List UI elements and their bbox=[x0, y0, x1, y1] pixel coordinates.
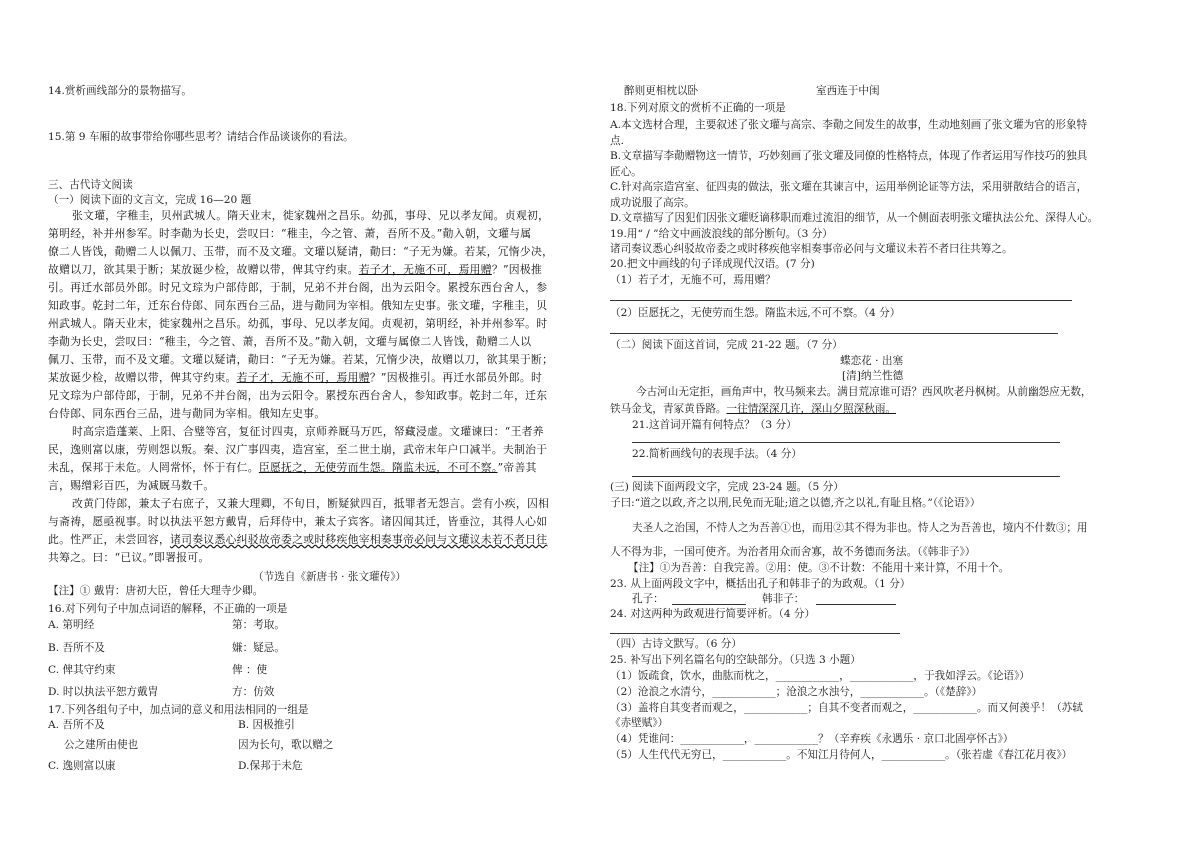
q17-row-2: 公之建所由使也 因为长句，歌以赠之 bbox=[64, 739, 334, 751]
subsection-2-heading: （二）阅读下面这首词，完成 21-22 题。（7 分） bbox=[610, 339, 843, 351]
q20-item-1: （1）若子才，无施不可，焉用赠？ bbox=[610, 274, 776, 286]
passage-line: 张文瓘，字稚圭，贝州武城人。隋天业末，徙家魏州之昌乐。幼孤，事母、兄以孝友闻。贞观初， bbox=[72, 209, 550, 222]
q18-line: 成功说服了高宗。 bbox=[610, 197, 695, 209]
passage-line: 未乱，保邦于未危。人罔常怀，怀于有仁。臣愿抚之，无使劳而生怨。隋监未远，不可不察。”帝善其 bbox=[48, 461, 537, 474]
passage-line: 李勣为长史，尝叹曰：“稚圭，今之管、萧，吾所不及。”勣入朝，文瓘与属僚二人皆饯，勣赠二人以 bbox=[48, 335, 532, 348]
subsection-4-heading: （四）古诗文默写。（6 分） bbox=[610, 638, 742, 650]
question-21: 21.这首词开篇有何特点？（3 分） bbox=[632, 419, 797, 431]
passage-line: 台侍郎、同东西台三品，进与勣同为宰相。俄知左史事。 bbox=[48, 407, 326, 420]
q18-line: C.针对高宗造宫室、征四夷的做法，张文瓘在其谏言中，运用举例论证等方法，采用骈散结合的语言， bbox=[610, 181, 1088, 193]
answer-line[interactable] bbox=[672, 604, 746, 605]
q20-item-2: （2）臣愿抚之，无使劳而生怨。隋监未远,不可不察。（4 分） bbox=[610, 307, 901, 319]
passage-line: 民，逸则富以康，劳则怨以叛。秦、汉广事四夷，造宫室，至二世土崩，武帝末年户口减半。夫制治于 bbox=[48, 443, 548, 456]
q23-confucius: 孔子： bbox=[632, 593, 664, 605]
hanfeizi-line: 人不得为非，一国可使齐。为治者用众而舍寡，故不务德而务法。（《韩非子》） bbox=[610, 546, 976, 558]
passage-line: 佩刀、玉带，而不及文瓘。文瓘以疑请，勣曰：“子无为嫌。若某，冗惰少决，故赠以刀，欲其果于断； bbox=[48, 353, 554, 366]
q16-option-b: B. 吾所不及 嫌：疑忌。 bbox=[48, 642, 285, 654]
hanfeizi-line: 夫圣人之治国，不恃人之为吾善①也，而用②其不得为非也。恃人之为吾善也，境内不什数③；用 bbox=[632, 522, 1088, 534]
passage-line: 僚二人皆饯，勣赠二人以佩刀、玉带，而不及文瓘。文瓘以疑请，勣曰：“子无为嫌。若某，冗惰少决， bbox=[48, 245, 554, 258]
passage-line: 言，赐缯彩百匹，为减厩马数千。 bbox=[48, 479, 215, 492]
section-3-heading: 三、古代诗文阅读 bbox=[48, 179, 133, 191]
poem-line: 铁马金戈，青冢黄昏路。一往情深深几许，深山夕照深秋雨。 bbox=[610, 403, 897, 415]
passage-line: 第明经，补并州参军。时李勣为长史，尝叹曰：“稚圭，今之管、萧，吾所不及。”勣入朝，文瓘与属 bbox=[48, 227, 532, 240]
underlined-sentence-1: 若子才，无施不可，焉用赠 bbox=[358, 263, 492, 276]
q18-line: A.本文选材合理，主要叙述了张文瓘与高宗、李勣之间发生的故事，生动地刻画了张文瓘为官的形象特 bbox=[610, 119, 1088, 131]
passage-line: 兄文琮为户部侍郎，于制，兄弟不并台阁，出为云阳令。累授东西台舍人，参知政事。乾封二年，迁东 bbox=[48, 389, 548, 402]
passage-line: 改黄门侍郎，兼太子右庶子，又兼大理卿，不旬日，断疑狱四百，抵罪者无怨言。尝有小疾，囚相 bbox=[72, 497, 550, 510]
note: 【注】① 戴胄：唐初大臣，曾任大理寺少卿。 bbox=[48, 585, 264, 597]
q25-item-3-source: 《赤壁赋》） bbox=[610, 717, 669, 729]
underlined-sentence-2: 若子才，无施不可，焉用赠 bbox=[236, 371, 370, 384]
answer-line[interactable] bbox=[610, 633, 900, 634]
question-19: 19.用“ / ”给文中画波浪线的部分断句。（3 分） bbox=[610, 228, 833, 240]
q16-option-c: C. 俾其守约束 俾 ：使 bbox=[48, 664, 268, 676]
q25-item-4: （4）凭谁问：____________，____________？（辛弃疾《永遇乐 · 京口北固亭怀古》） bbox=[610, 733, 1014, 745]
passage-line: 共筹之。曰：“已议。”即署报可。 bbox=[48, 551, 210, 564]
question-15: 15.第 9 车厢的故事带给你哪些思考？请结合作品谈谈你的看法。 bbox=[48, 131, 354, 143]
q18-line: 匠心。 bbox=[610, 166, 642, 178]
q18-line: B.文章描写李勣赠物这一情节，巧妙刻画了张文瓘及同僚的性格特点，体现了作者运用写作技巧的独具 bbox=[610, 150, 1088, 162]
q18-line: 点. bbox=[610, 135, 624, 147]
passage-source: （节选自《新唐书 · 张文瓘传》） bbox=[253, 571, 407, 583]
question-14: 14.赏析画线部分的景物描写。 bbox=[48, 85, 192, 97]
q23-hanfeizi: 韩非子： bbox=[762, 593, 805, 605]
question-17: 17.下列各组句子中，加点词的意义和用法相同的一组是 bbox=[48, 704, 309, 716]
poem-line: 醉则更相枕以卧 室西连于中闺 bbox=[624, 85, 880, 97]
passage-line: 引。再迁水部员外郎。时兄文琮为户部侍郎，于制，兄弟不并台阁，出为云阳令。累授东西台舍人，参 bbox=[48, 281, 548, 294]
answer-line[interactable] bbox=[816, 604, 896, 605]
answer-line[interactable] bbox=[610, 333, 1058, 334]
underlined-poem-line: 一往情深深几许，深山夕照深秋雨。 bbox=[726, 403, 897, 415]
q17-row-1: A. 吾所不及 B. 因极推引 bbox=[48, 719, 295, 731]
subsection-1-heading: （一）阅读下面的文言文，完成 16—20 题 bbox=[48, 194, 252, 206]
confucius-quote: 子曰:“道之以政,齐之以刑,民免而无耻;道之以德,齐之以礼,有耻且格。”（《论语》） bbox=[610, 497, 981, 509]
q25-item-3: （3）盖将自其变者而观之，____________；自其不变者而观之，____________。而又何羡乎！（苏轼 bbox=[610, 702, 1083, 714]
q19-text: 诸司奏议悉心纠驳故帝委之或时移疾他宰相奏事帝必问与文瓘议未若不者曰往共筹之。 bbox=[610, 243, 1013, 255]
note-2: 【注】①为吾善：自我完善。②用：使。③不计数：不能用十来计算，不用十个。 bbox=[628, 562, 1010, 574]
poem-title: 蝶恋花 · 出塞 bbox=[840, 355, 904, 367]
passage-line: 时高宗造蓬莱、上阳、合璧等宫，复征讨四夷，京师养厩马万匹，帑藏浸虚。文瓘谏曰：“王者养 bbox=[72, 425, 544, 438]
question-25: 25. 补写出下列名篇名句的空缺部分。（只选 3 小题） bbox=[610, 654, 861, 666]
passage-line: 此。性严正，未尝回容，诸司奏议悉心纠驳故帝委之或时移疾他宰相奏事帝必问与文瓘议未若不者日往 bbox=[48, 533, 548, 546]
passage-line: 故赠以刀，欲其果于断；某放诞少检，故赠以带，俾其守约束。若子才，无施不可，焉用赠？”因极推 bbox=[48, 263, 543, 276]
question-23: 23. 从上面两段文字中，概括出孔子和韩非子的为政观。（1 分） bbox=[610, 578, 911, 590]
passage-line: 知政事。乾封二年，迁东台侍郎、同东西台三品，进与勣同为宰相。俄知左史事。张文瓘，字稚圭，贝 bbox=[48, 299, 548, 312]
q16-option-a: A. 第明经 第：考取。 bbox=[48, 619, 285, 631]
underlined-sentence-3: 臣愿抚之，无使劳而生怨。隋监未远，不可不察。 bbox=[258, 461, 498, 474]
q25-item-1: （1）饭疏食，饮水，曲肱而枕之，____________，____________，于我如浮云。《论语》） bbox=[610, 670, 1030, 682]
poem-line: 今古河山无定拒，画角声中，牧马频来去。满目荒凉谁可语？西风吹老丹枫树。从前幽怨应无数， bbox=[636, 386, 1092, 398]
passage-line: 某放诞少检，故赠以带，俾其守约束。若子才，无施不可，焉用赠？”因极推引。再迁水部员外郎。时 bbox=[48, 371, 543, 384]
answer-line[interactable] bbox=[632, 442, 1060, 443]
question-16: 16.对下列句子中加点词语的解释，不正确的一项是 bbox=[48, 603, 288, 615]
q17-row-3: C. 逸则富以康 D.保邦于未危 bbox=[48, 760, 303, 772]
question-24: 24. 对这两种为政观进行简要评析。（4 分） bbox=[610, 608, 816, 620]
question-20: 20.把文中画线的句子译成现代汉语。(7 分) bbox=[610, 258, 815, 270]
answer-line[interactable] bbox=[632, 476, 1060, 477]
q16-option-d: D. 时以执法平恕方戴胄 方：仿效 bbox=[48, 686, 275, 698]
passage-line: 州武城人。隋天业末，徙家魏州之昌乐。幼孤，事母、兄以孝友闻。贞观初，第明经，补并州参军。时 bbox=[48, 317, 548, 330]
passage-line: 与斋祷，愿亟视事。时以执法平恕方戴胄，后拜侍中，兼太子宾客。诸囚闻其迁，皆垂泣，其得人心如 bbox=[48, 515, 548, 528]
wavy-underlined-text: 诸司奏议悉心纠驳故帝委之或时移疾他宰相奏事帝必问与文瓘议未若不者日往 bbox=[170, 533, 548, 546]
subsection-3-heading: (三) 阅读下面两段文字，完成 23-24 题。（5 分） bbox=[610, 481, 844, 493]
answer-line[interactable] bbox=[610, 300, 1072, 301]
question-18: 18.下列对原文的赏析不正确的一项是 bbox=[610, 102, 786, 114]
q18-line: D.文章描写了因犯们因张文瓘贬谪移职而难过流泪的细节，从一个侧面表明张文瓘执法公允、深得人心。 bbox=[610, 212, 1099, 224]
question-22: 22.简析画线句的表现手法。（4 分） bbox=[632, 448, 802, 460]
q25-item-5: （5）人生代代无穷已，____________。不知江月待何人，____________。（张若虚《春江花月夜》） bbox=[610, 749, 1073, 761]
poem-author: [清]纳兰性德 bbox=[842, 370, 904, 382]
q25-item-2: （2）沧浪之水清兮，____________；沧浪之水浊兮，____________。（《楚辞》） bbox=[610, 686, 983, 698]
